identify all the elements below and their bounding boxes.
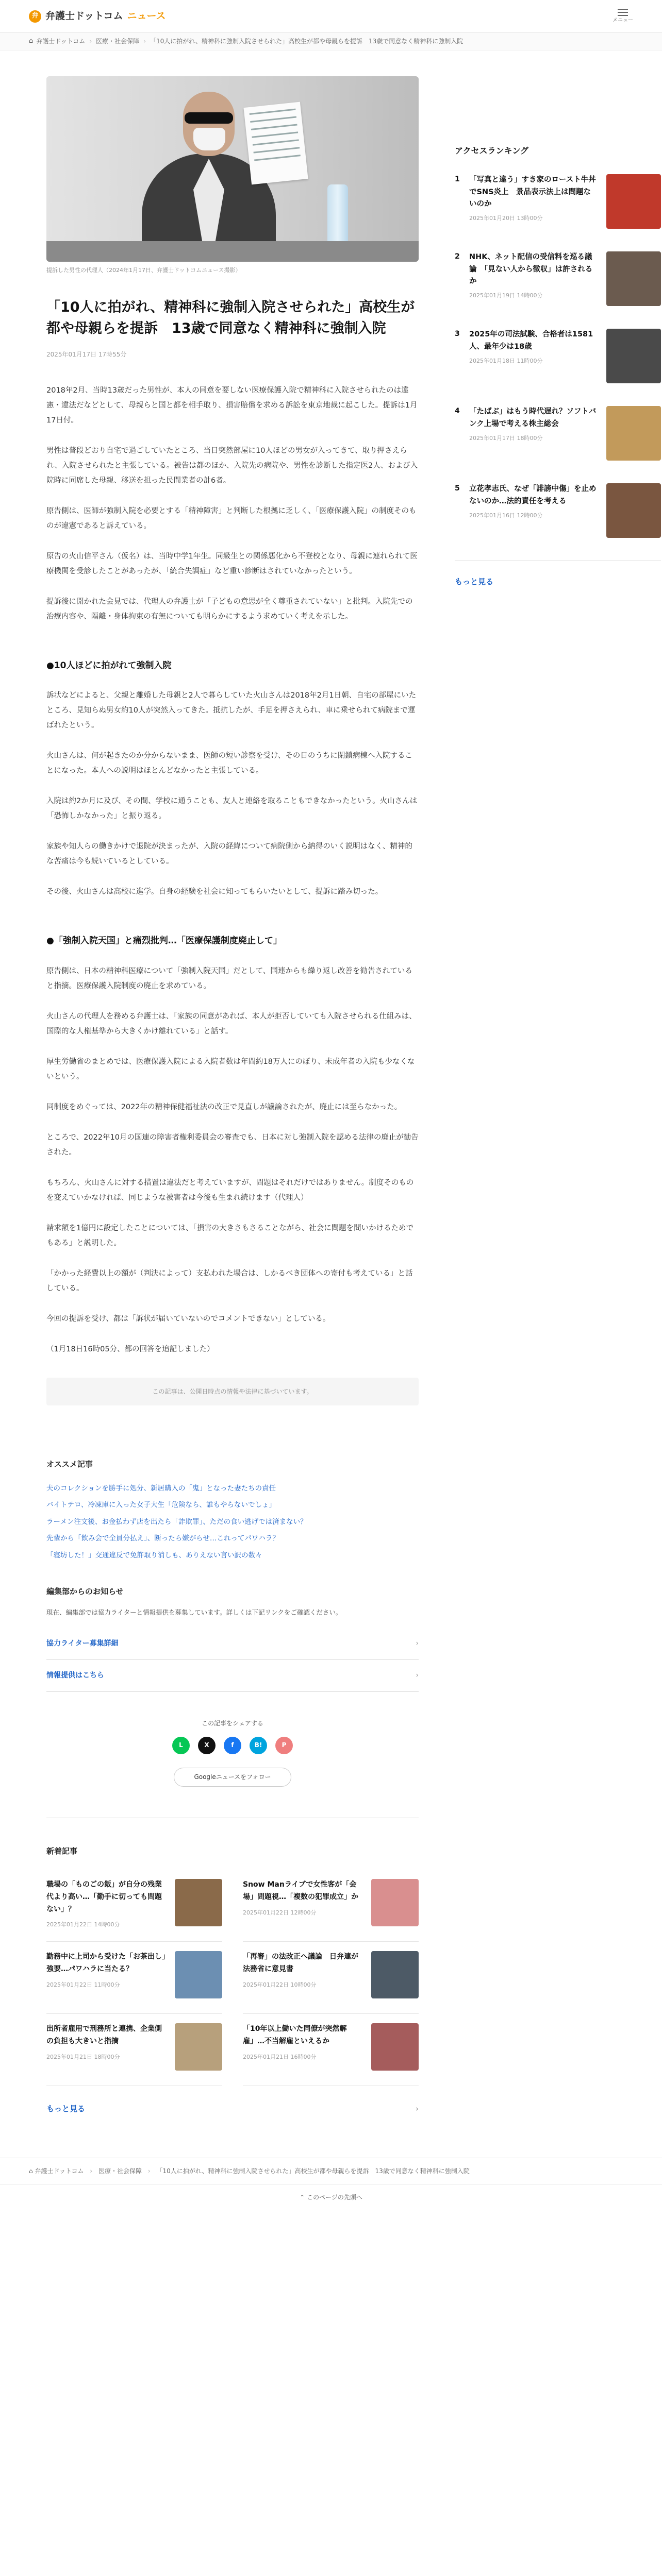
paragraph: 今回の提訴を受け、都は「訴状が届いていないのでコメントできない」としている。 [46, 1314, 330, 1323]
section-heading: ●10人ほどに拍がれて強制入院 [46, 660, 172, 671]
ranking-title: 「たばぶ」はもう時代遅れ？ソフトバンク上場で考える株主総会 [469, 408, 597, 428]
new-articles [46, 1844, 419, 2116]
new-article-item[interactable] [243, 2014, 419, 2086]
ranking-thumbnail [606, 251, 661, 306]
paragraph: 2018年2月、当時13歳だった男性が、本人の同意を要しない医療保護入院で精神科に入院させられたのは違憲・違法だなどとして、母親らと国と都を相手取り、損害賠償を求める訴訟を東京地裁に起こした。提訴は1月17日付。 [46, 386, 418, 425]
logo-mark-icon: 弁 [29, 10, 41, 23]
notice-links [46, 1628, 419, 1692]
new-article-date: 2025年01月21日 18時00分 [46, 2053, 120, 2060]
site-logo[interactable] [29, 7, 166, 25]
chevron-right-icon: › [90, 2167, 93, 2175]
disclaimer: この記事は、公開日時点の情報や法律に基づいています。 [46, 1378, 419, 1406]
recommended-articles [46, 1457, 419, 1563]
new-article-item[interactable] [243, 1942, 419, 2014]
article-title: 「10人に拍がれ、精神科に強制入院させられた」高校生が都や母親らを提訴 13歳で同意なく精神科に強制入院 [46, 299, 415, 337]
recommended-link[interactable]: ラーメン注文後、お金払わず店を出たら「詐欺罪」、ただの食い逃げでは済まない？ [46, 1517, 307, 1526]
breadcrumb [0, 33, 662, 50]
breadcrumb-item-category[interactable]: 医療・社会保障 [98, 2167, 142, 2175]
new-article-thumbnail [371, 2023, 419, 2071]
line-share-icon[interactable]: L [172, 1737, 190, 1754]
article-date: 2025年01月17日 17時55分 [46, 351, 127, 359]
ranking-title: 2025年の司法試験、合格者は1581人、最年少は18歳 [469, 330, 593, 351]
writer-recruit-link[interactable] [46, 1628, 419, 1660]
chevron-right-icon: › [89, 38, 92, 45]
ranking-item[interactable] [455, 406, 661, 461]
ranking-thumbnail [606, 329, 661, 383]
paragraph: 厚生労働省のまとめでは、医療保護入院による入院者数は年間約18万人にのぼり、未成年者の入院も少なくないという。 [46, 1057, 415, 1081]
tip-submit-label: 情報提供はこちら [46, 1671, 104, 1680]
page-top-link[interactable] [0, 2184, 662, 2215]
new-article-date: 2025年01月22日 14時00分 [46, 1921, 120, 1928]
new-articles-heading: 新着記事 [46, 1846, 78, 1856]
photo-caption: 提訴した男性の代理人（2024年1月17日、弁護士ドットコムニュース撮影） [46, 267, 241, 274]
breadcrumb-item-current: 「10人に拍がれ、精神科に強制入院させられた」高校生が都や母親らを提訴 13歳で同意なく精神科に強制入院 [150, 38, 464, 45]
new-article-thumbnail [371, 1879, 419, 1926]
notice-heading: 編集部からのお知らせ [46, 1586, 124, 1596]
new-article-thumbnail [175, 1951, 222, 1998]
paragraph: 原告の火山信平さん（仮名）は、当時中学1年生。同級生との関係悪化から不登校となり、母親に連れられて医療機関を受診したことがあったが、「統合失調症」など重い診断はされていなかったという。 [46, 552, 418, 576]
breadcrumb-item-current: 「10人に拍がれ、精神科に強制入院させられた」高校生が都や母親らを提訴 13歳で同意なく精神科に強制入院 [156, 2167, 470, 2175]
chevron-right-icon: › [143, 38, 146, 45]
article-body [46, 383, 419, 1357]
breadcrumb-item-home[interactable]: 弁護士ドットコム [35, 2167, 84, 2175]
ranking-number: 5 [455, 484, 460, 493]
new-article-title: Snow Manライブで女性客が「会場」問題視…「複数の犯罪成立」か [243, 1880, 358, 1901]
paragraph: ところで、2022年10月の国連の障害者権利委員会の審査でも、日本に対し強制入院を認める法律の廃止が勧告された。 [46, 1133, 419, 1157]
section-heading: ●「強制入院天国」と痛烈批判…「医療保護制度廃止して」 [46, 936, 282, 946]
ranking-title: 「写真と違う」すき家のロースト牛丼でSNS炎上 景品表示法上は問題ないのか [469, 176, 596, 208]
more-label: もっと見る [46, 2104, 86, 2114]
recommended-link[interactable]: 先輩から「飲み会で全員分払え」、断ったら嫌がらせ…これってパワハラ？ [46, 1534, 279, 1543]
breadcrumb-item-home[interactable]: 弁護士ドットコム [36, 38, 86, 45]
paragraph: 「かかった経費以上の額が（判決によって）支払われた場合は、しかるべき団体への寄付も考えている」と話している。 [46, 1269, 413, 1293]
menu-button[interactable] [613, 9, 633, 24]
logo-sub: ニュース [127, 10, 166, 22]
menu-label: メニュー [613, 18, 633, 23]
paragraph: もちろん、火山さんに対する措置は違法だと考えていますが、問題はそれだけではありません。制度そのものを変えていかなければ、同じような被害者は今後も生まれ続けます（代理人） [46, 1178, 414, 1202]
paragraph: その後、火山さんは高校に進学。自身の経験を社会に知ってもらいたいとして、提訴に踏み切った。 [46, 888, 383, 896]
ranking-thumbnail [606, 483, 661, 538]
new-article-item[interactable] [46, 1942, 222, 2014]
new-articles-more-link[interactable] [46, 2102, 419, 2116]
chevron-right-icon: › [416, 1671, 419, 1680]
paragraph: 火山さんの代理人を務める弁護士は、「家族の同意があれば、本人が拒否していても入院させられる仕組みは、国際的な人権基準から大きくかけ離れている」と話す。 [46, 1012, 417, 1036]
google-news-follow-button[interactable]: Googleニュースをフォロー [174, 1768, 291, 1787]
ranking-date: 2025年01月18日 11時00分 [469, 357, 543, 364]
ranking-thumbnail [606, 406, 661, 461]
paragraph: 原告側は、日本の精神科医療について「強制入院天国」だとして、国連からも繰り返し改善を勧告されていると指摘。医療保護入院制度の廃止を求めている。 [46, 967, 412, 990]
paragraph: 男性は普段どおり自宅で過ごしていたところ、当日突然部屋に10人ほどの男女が入ってきて、取り押さえられ、入院させられたと主張している。被告は都のほか、入院先の病院や、男性を診断した指定医2人、および入院時に同席した母親、移送を担った民間業者の計6者。 [46, 447, 418, 485]
ranking-title: 立花孝志氏、なぜ「誹謗中傷」を止めないのか…法的責任を考える [469, 485, 597, 505]
hamburger-icon [618, 9, 628, 16]
tip-submit-link[interactable] [46, 1660, 419, 1692]
recommended-heading: オススメ記事 [46, 1460, 93, 1469]
ranking-item[interactable] [455, 483, 661, 538]
new-article-date: 2025年01月22日 12時00分 [243, 1909, 317, 1916]
chevron-right-icon: › [416, 2104, 419, 2114]
page-layout [0, 50, 662, 2116]
x-share-icon[interactable]: X [198, 1737, 216, 1754]
chevron-right-icon: › [147, 2167, 151, 2175]
hatena-share-icon[interactable]: B! [250, 1737, 267, 1754]
new-article-title: 出所者雇用で刑務所と連携、企業側の負担も大きいと指摘 [46, 2025, 162, 2045]
ranking-number: 3 [455, 330, 460, 338]
paragraph: 入院は約2か月に及び、その間、学校に通うことも、友人と連絡を取ることもできなかったという。火山さんは「恐怖しかなかった」と振り返る。 [46, 797, 418, 821]
writer-recruit-label: 協力ライター募集詳細 [46, 1639, 119, 1648]
new-article-item[interactable] [46, 1870, 222, 1942]
new-article-thumbnail [175, 2023, 222, 2071]
ranking-date: 2025年01月17日 18時00分 [469, 434, 543, 442]
home-icon[interactable]: ⌂ [29, 2167, 33, 2175]
paragraph: 家族や知人らの働きかけで退院が決まったが、入院の経緯について病院側から納得のいく説明はなく、精神的な苦痛は今も続いているとしている。 [46, 842, 412, 866]
article-photo [46, 76, 419, 262]
ranking-list [455, 174, 661, 538]
recommended-link[interactable]: 「寝坊した！」交通違反で免許取り消しも、ありえない言い訳の数々 [46, 1551, 262, 1560]
footer-breadcrumb [0, 2158, 662, 2184]
ranking-item[interactable] [455, 251, 661, 306]
ranking-item[interactable] [455, 329, 661, 383]
ranking-heading: アクセスランキング [455, 146, 529, 156]
ranking-date: 2025年01月16日 12時00分 [469, 512, 543, 519]
facebook-share-icon[interactable]: f [224, 1737, 241, 1754]
site-header [0, 0, 662, 33]
ranking-title: NHK、ネット配信の受信料を巡る議論 「見ない人から徴収」は許されるか [469, 253, 593, 285]
pocket-share-icon[interactable]: P [275, 1737, 293, 1754]
home-icon[interactable]: ⌂ [29, 37, 34, 45]
share-icons [46, 1737, 419, 1754]
ranking-date: 2025年01月19日 14時00分 [469, 292, 543, 299]
page-top-label: このページの先頭へ [307, 2194, 362, 2201]
ranking-number: 4 [455, 407, 460, 416]
paragraph: 請求額を1億円に設定したことについては、「損害の大きさもさることながら、社会に問題を問いかけるためでもある」と説明した。 [46, 1224, 414, 1247]
sidebar [455, 50, 661, 2116]
new-article-thumbnail [371, 1951, 419, 1998]
new-article-title: 「再審」の法改正へ議論 日弁連が法務省に意見書 [243, 1953, 358, 1973]
new-article-item[interactable] [46, 2014, 222, 2086]
chevron-up-icon: ⌃ [300, 2194, 305, 2201]
ranking-thumbnail [606, 174, 661, 229]
paragraph: 原告側は、医師が強制入院を必要とする「精神障害」と判断した根拠に乏しく、「医療保護入院」の制度そのものが違憲であると訴えている。 [46, 507, 417, 531]
article-main [46, 50, 419, 2116]
new-article-date: 2025年01月21日 16時00分 [243, 2053, 317, 2060]
new-article-title: 職場の「ものごの飯」が自分の残業代より高い…「勤手に切っても問題ない」？ [46, 1880, 162, 1913]
new-article-title: 「10年以上働いた同僚が突然解雇」…不当解雇といえるか [243, 2025, 347, 2045]
new-article-date: 2025年01月22日 11時00分 [46, 1981, 120, 1988]
ranking-date: 2025年01月20日 13時00分 [469, 214, 543, 222]
new-article-item[interactable] [243, 1870, 419, 1942]
recommended-link[interactable]: 夫のコレクションを勝手に処分、新居購入の「鬼」となった妻たちの責任 [46, 1484, 276, 1493]
ranking-item[interactable] [455, 174, 661, 229]
paragraph: 訴状などによると、父親と離婚した母親と2人で暮らしていた火山さんは2018年2月1日朝、自宅の部屋にいたところ、見知らぬ男女約10人が突然入ってきた。抵抗したが、手足を押さえられ、車に乗せられて病院まで運ばれたという。 [46, 691, 417, 730]
share-section [46, 1718, 419, 1787]
new-article-date: 2025年01月22日 10時00分 [243, 1981, 317, 1988]
paragraph: 同制度をめぐっては、2022年の精神保健福祉法の改正で見直しが議論されたが、廃止には至らなかった。 [46, 1103, 402, 1111]
ranking-number: 1 [455, 175, 460, 184]
paragraph: （1月18日16時05分、都の回答を追記しました） [46, 1345, 214, 1353]
editorial-notice [46, 1584, 419, 1619]
share-label: この記事をシェアする [202, 1719, 263, 1727]
paragraph: 火山さんは、何が起きたのか分からないまま、医師の短い診察を受け、その日のうちに閉鎖病棟へ入院することになった。本人への説明はほとんどなかったと主張している。 [46, 752, 412, 775]
new-article-thumbnail [175, 1879, 222, 1926]
breadcrumb-item-category[interactable]: 医療・社会保障 [96, 38, 140, 45]
notice-text: 現在、編集部では協力ライターと情報提供を募集しています。詳しくは下記リンクをご確認ください。 [46, 1608, 342, 1617]
new-article-title: 勤務中に上司から受けた「お茶出し」強要…パワハラに当たる？ [46, 1953, 166, 1973]
logo-text: 弁護士ドットコム [45, 10, 123, 22]
ranking-number: 2 [455, 252, 460, 261]
ranking-more-link[interactable]: もっと見る [455, 561, 661, 589]
recommended-link[interactable]: バイトテロ、冷凍庫に入った女子大生「危険なら、誰もやらないでしょ」 [46, 1501, 276, 1510]
paragraph: 提訴後に開かれた会見では、代理人の弁護士が「子どもの意思が全く尊重されていない」と批判。入院先での治療内容や、隔離・身体拘束の有無についても明らかにするよう求めていく考えを示した。 [46, 598, 413, 621]
chevron-right-icon: › [416, 1639, 419, 1648]
